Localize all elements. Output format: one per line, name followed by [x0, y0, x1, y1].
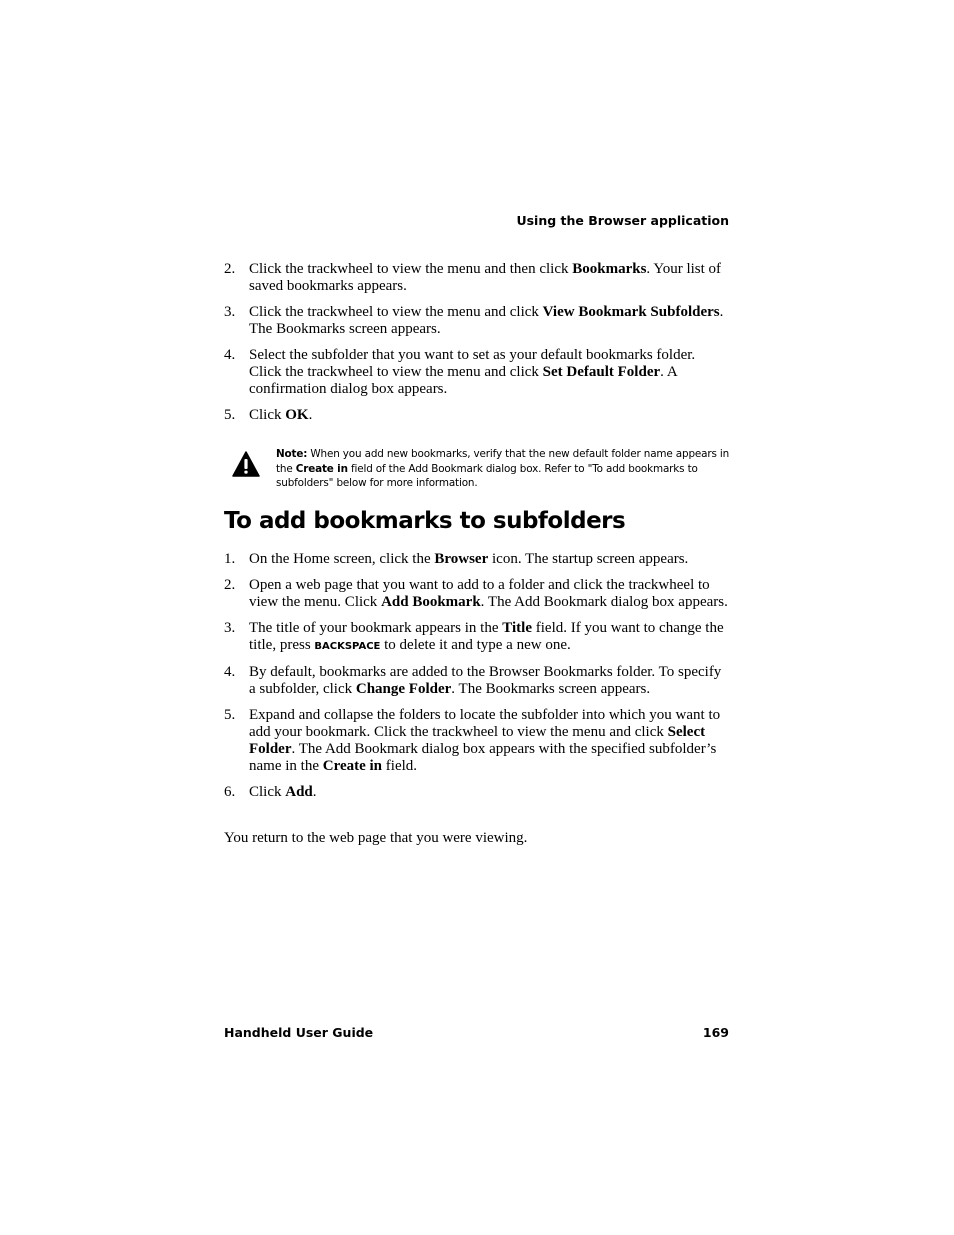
step-text: Click	[249, 784, 286, 800]
list-item	[224, 784, 730, 801]
step-text: Expand and collapse the folders to locate the subfolder into which you want to add your bookmark. Click the trackwheel to view the menu and click	[249, 707, 721, 740]
list-item	[224, 261, 730, 295]
step-text: field. If you want to change the title, press	[249, 620, 724, 653]
menu-item-name: Add Bookmark	[381, 594, 481, 610]
step-text: .	[312, 784, 317, 800]
step-text: By default, bookmarks are added to the Browser Bookmarks folder. To specify a subfolder, click	[249, 664, 722, 697]
step-number: 1.	[224, 551, 236, 567]
list-item	[224, 407, 730, 424]
list-item	[224, 304, 730, 338]
menu-item-name: Add	[285, 784, 313, 800]
page-number: 169	[702, 1025, 729, 1040]
running-header: Using the Browser application	[516, 213, 729, 228]
step-number: 5.	[224, 407, 236, 423]
menu-item-name: Select Folder	[249, 724, 706, 757]
note-body: When you add new bookmarks, verify that the new default folder name appears in the	[276, 448, 730, 475]
step-text: Click the trackwheel to view the menu and then click	[249, 261, 573, 277]
step-text: On the Home screen, click the	[249, 551, 435, 567]
list-item	[224, 620, 730, 655]
step-text: . The Bookmarks screen appears.	[249, 304, 724, 337]
step-text: The title of your bookmark appears in the	[249, 620, 503, 636]
step-number: 2.	[224, 261, 236, 277]
menu-item-name: Browser	[434, 551, 489, 567]
steps-list-add-bookmarks	[224, 551, 730, 810]
warning-icon	[232, 451, 260, 477]
step-text: Select the subfolder that you want to set as your default bookmarks folder. Click the trackwheel to view the menu and click	[249, 347, 696, 380]
step-text: .	[308, 407, 313, 423]
menu-item-name: Bookmarks	[572, 261, 647, 277]
menu-item-name: OK	[285, 407, 309, 423]
step-text: icon. The startup screen appears.	[488, 551, 689, 567]
list-item	[224, 664, 730, 698]
step-text: Click	[249, 407, 286, 423]
step-text: to delete it and type a new one.	[380, 637, 571, 653]
list-item	[224, 551, 730, 568]
menu-item-name: Set Default Folder	[542, 364, 661, 380]
list-item	[224, 577, 730, 611]
field-name: Create in	[295, 462, 348, 475]
list-item	[224, 347, 730, 398]
step-text: Click the trackwheel to view the menu and click	[249, 304, 543, 320]
note-body: field of the Add Bookmark dialog box. Refer to "To add bookmarks to subfolders" below for more information.	[276, 462, 698, 489]
field-name: Title	[502, 620, 532, 636]
note-callout	[232, 447, 732, 493]
step-text: . The Add Bookmark dialog box appears with the specified subfolder’s name in the	[249, 741, 717, 774]
step-number: 3.	[224, 620, 236, 636]
key-name: BACKSPACE	[314, 641, 381, 652]
list-item	[224, 707, 730, 775]
step-number: 5.	[224, 707, 236, 723]
step-number: 4.	[224, 664, 236, 680]
step-number: 2.	[224, 577, 236, 593]
step-text: . The Bookmarks screen appears.	[451, 681, 651, 697]
step-text: . Your list of saved bookmarks appears.	[249, 261, 722, 294]
step-text: Open a web page that you want to add to a folder and click the trackwheel to view the menu. Click	[249, 577, 710, 610]
steps-list-default-folder	[224, 261, 730, 433]
step-number: 6.	[224, 784, 236, 800]
field-name: Create in	[322, 758, 383, 774]
closing-paragraph: You return to the web page that you were viewing.	[224, 830, 528, 846]
note-text	[276, 447, 732, 491]
menu-item-name: Change Folder	[355, 681, 452, 697]
step-text: . A confirmation dialog box appears.	[249, 364, 677, 397]
footer-title: Handheld User Guide	[224, 1025, 374, 1040]
step-text: . The Add Bookmark dialog box appears.	[480, 594, 728, 610]
step-number: 3.	[224, 304, 236, 320]
section-heading: To add bookmarks to subfolders	[224, 508, 626, 534]
note-label: Note:	[276, 448, 308, 460]
step-number: 4.	[224, 347, 236, 363]
menu-item-name: View Bookmark Subfolders	[542, 304, 720, 320]
step-text: field.	[382, 758, 418, 774]
